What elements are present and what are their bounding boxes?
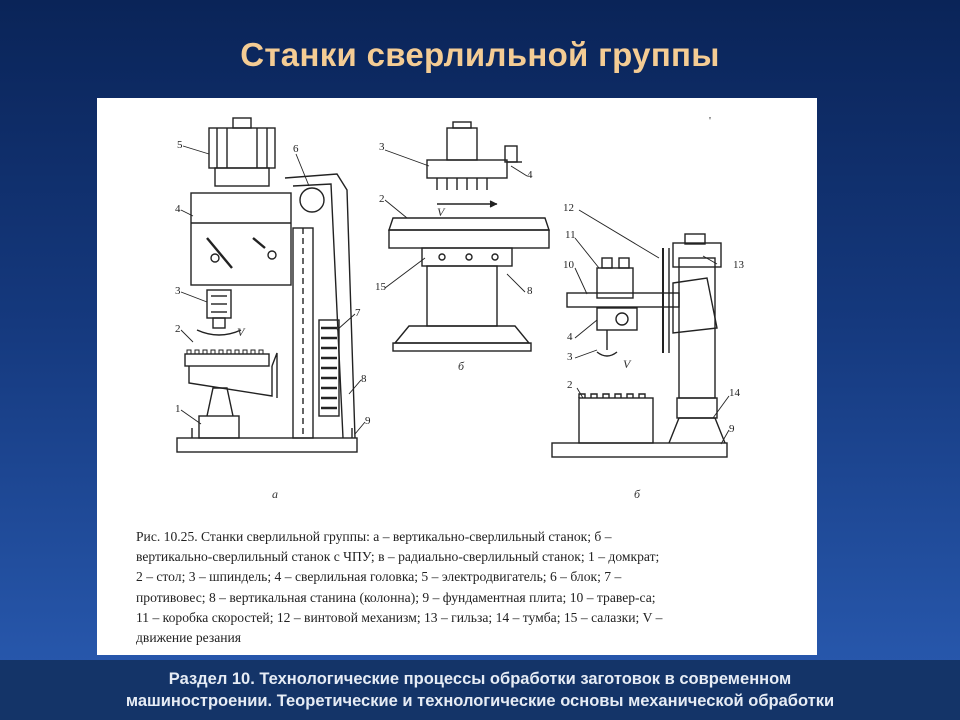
callout-a-1: 1	[175, 403, 181, 415]
footer-text	[20, 668, 940, 712]
footer-line-1: Раздел 10. Технологические процессы обработки заготовок в современном	[168, 670, 792, 688]
callout-a-6: 6	[293, 143, 299, 155]
callout-c-4: 4	[567, 331, 573, 343]
callout-a-3: 3	[175, 285, 181, 297]
figure-panel	[97, 98, 817, 655]
callout-c-3: 3	[567, 351, 573, 363]
subcaption-c: б	[634, 487, 641, 501]
callout-b-v: V	[437, 205, 445, 219]
slide-footer	[0, 660, 960, 720]
callout-c-2: 2	[567, 379, 573, 391]
figure-caption	[136, 527, 806, 648]
callout-a-8: 8	[361, 373, 367, 385]
callout-b-3: 3	[379, 141, 385, 153]
caption-line: 2 – стол; 3 – шпиндель; 4 – сверлильная головка; 5 – электродвигатель; 6 – блок; 7 –	[136, 569, 622, 585]
caption-line: вертикально-сверлильный станок с ЧПУ; в – радиально-сверлильный станок; 1 – домкрат;	[136, 549, 660, 565]
callout-a-v: V	[237, 325, 245, 339]
subcaption-b: б	[458, 359, 465, 373]
callout-a-2: 2	[175, 323, 181, 335]
callout-b-4: 4	[527, 169, 533, 181]
callout-c-9: 9	[729, 423, 735, 435]
caption-line: 11 – коробка скоростей; 12 – винтовой механизм; 13 – гильза; 14 – тумба; 15 – салазки; V –	[136, 609, 663, 625]
slide-title: Станки сверлильной группы	[240, 36, 720, 73]
machine-a-drawing	[177, 118, 357, 452]
drilling-machines-drawing	[97, 98, 817, 528]
callout-a-9: 9	[365, 415, 371, 427]
callout-leaders	[181, 146, 729, 444]
callout-c-10: 10	[563, 259, 574, 271]
page-marker: '	[709, 115, 711, 127]
callout-c-11: 11	[565, 229, 576, 241]
callout-a-5: 5	[177, 139, 183, 151]
caption-line: движение резания	[136, 630, 242, 646]
callout-c-12: 12	[563, 202, 574, 214]
callout-b-2: 2	[379, 193, 385, 205]
callout-c-v: V	[623, 357, 631, 371]
subcaption-a: а	[272, 487, 278, 501]
caption-line: противовес; 8 – вертикальная станина (колонна); 9 – фундаментная плита; 10 – травер-са;	[136, 589, 656, 605]
caption-line: Рис. 10.25. Станки сверлильной группы: а – вертикально-сверлильный станок; б –	[136, 529, 612, 544]
machine-c-drawing	[552, 234, 727, 457]
machine-b-drawing	[389, 122, 549, 351]
footer-line-2: машиностроении. Теоретические и технологические основы механической обработки	[125, 692, 835, 710]
callout-c-14: 14	[729, 387, 740, 399]
callout-a-4: 4	[175, 203, 181, 215]
callout-b-8: 8	[527, 285, 533, 297]
callout-c-13: 13	[733, 259, 744, 271]
callout-b-15: 15	[375, 281, 386, 293]
callout-a-7: 7	[355, 307, 361, 319]
